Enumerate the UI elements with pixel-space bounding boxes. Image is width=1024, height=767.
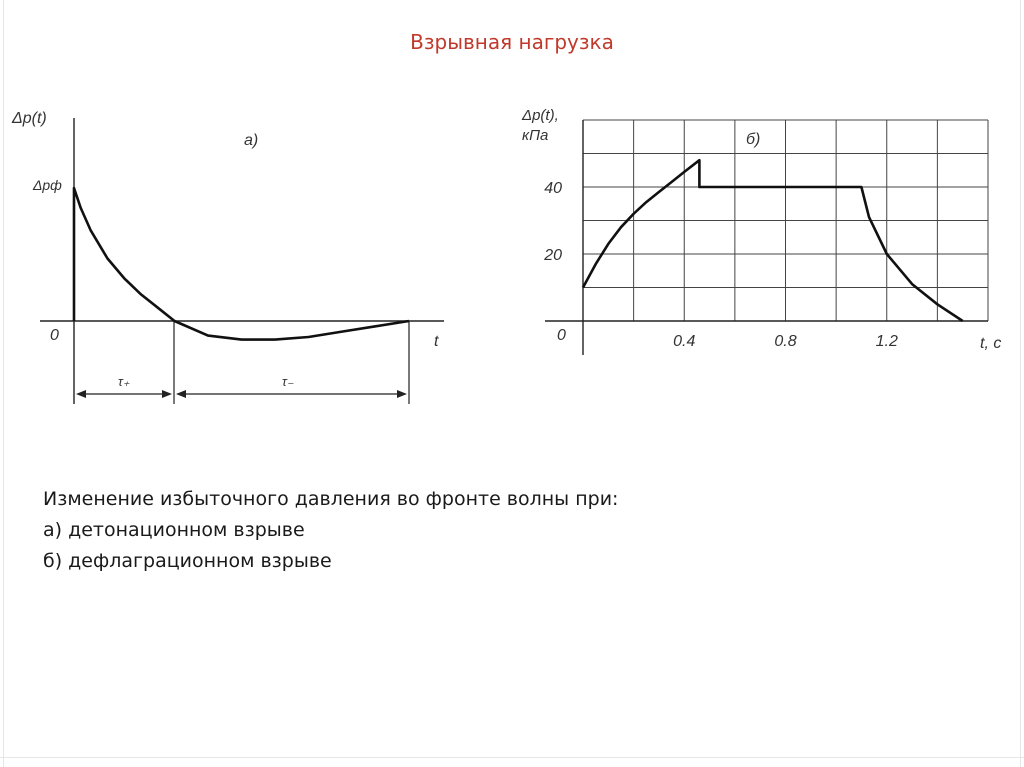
- chart-b-ylabel-line1: Δp(t),: [522, 107, 559, 124]
- chart-b-panel-label: б): [746, 131, 761, 148]
- chart-a-ylabel: Δp(t): [12, 110, 47, 127]
- chart-b-ylabel-line2: кПа: [522, 127, 549, 144]
- caption-line-3: б) дефлаграционном взрыве: [43, 550, 332, 572]
- chart-b-xlabel: t, c: [980, 335, 1002, 352]
- chart-a-tau-positive: τ₊: [118, 374, 130, 389]
- chart-a-arrowhead-4: [397, 390, 407, 398]
- chart-b: [521, 107, 1001, 355]
- caption: [43, 484, 618, 577]
- chart-a-arrowhead-3: [176, 390, 186, 398]
- chart-a-xlabel: t: [434, 333, 439, 350]
- page-title: Взрывная нагрузка: [410, 30, 614, 54]
- chart-a-tau-negative: τ₋: [282, 374, 294, 389]
- chart-a-panel-label: а): [244, 132, 259, 149]
- chart-a-origin-label: 0: [50, 327, 59, 344]
- chart-a-series-line: [74, 188, 409, 340]
- chart-b-y-tick-label: 20: [544, 247, 562, 264]
- chart-b-series-line: [583, 160, 963, 321]
- chart-b-x-tick-label: 0.4: [673, 333, 696, 350]
- chart-a-peak-label: Δpф: [33, 177, 62, 193]
- chart-b-x-tick-label: 1.2: [875, 333, 898, 350]
- chart-a: [11, 110, 444, 404]
- chart-a-arrowhead-2: [162, 390, 172, 398]
- caption-line-2: а) детонационном взрыве: [43, 519, 305, 541]
- chart-b-x-tick-label: 0.8: [774, 333, 797, 350]
- chart-a-arrowhead-1: [76, 390, 86, 398]
- chart-b-grid: [583, 120, 988, 321]
- caption-line-1: Изменение избыточного давления во фронте волны при:: [43, 488, 619, 510]
- chart-b-origin-label: 0: [557, 327, 566, 344]
- chart-b-y-tick-label: 40: [544, 180, 562, 197]
